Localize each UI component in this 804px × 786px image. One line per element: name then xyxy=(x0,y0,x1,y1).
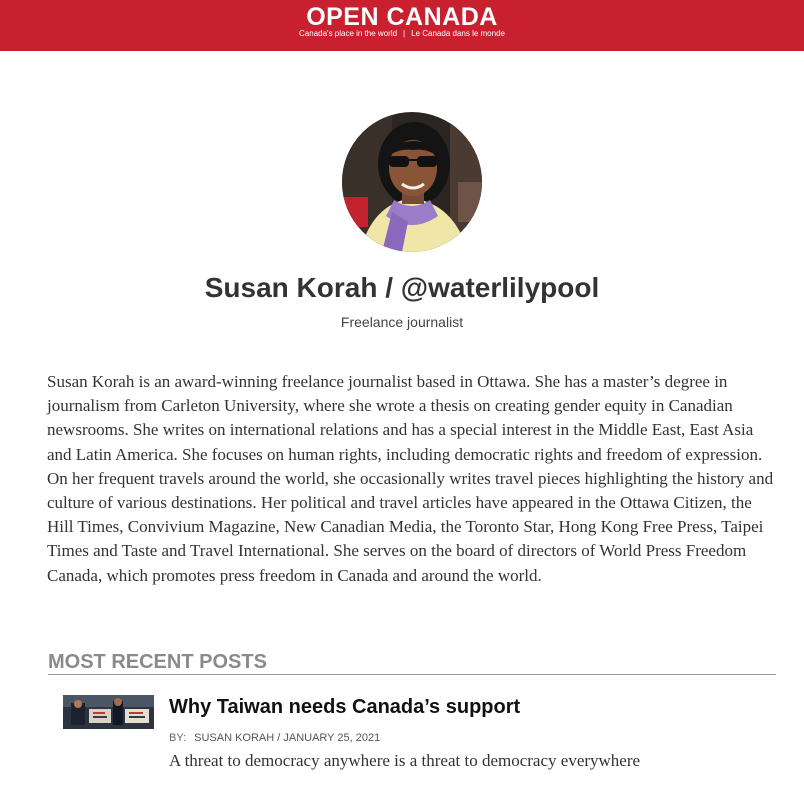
author-name: Susan Korah / @waterlilypool xyxy=(204,272,600,303)
section-title-recent-posts: MOST RECENT POSTS xyxy=(48,651,267,673)
post-by-label: BY: xyxy=(169,732,187,744)
tagline-french: Le Canada dans le monde xyxy=(411,29,505,38)
post-title-link[interactable]: Why Taiwan needs Canada’s support xyxy=(169,696,521,718)
author-role: Freelance journalist xyxy=(340,314,464,330)
author-avatar xyxy=(342,112,482,252)
post-thumbnail-image xyxy=(63,695,154,729)
section-divider xyxy=(48,674,776,675)
site-header xyxy=(0,0,804,51)
site-logo[interactable]: OPEN CANADA xyxy=(306,3,498,31)
site-tagline xyxy=(0,29,804,39)
tagline-english: Canada's place in the world xyxy=(299,29,398,38)
author-bio: Susan Korah is an award-winning freelance journalist based in Ottawa. She has a master’s degree in journalism from Carleton University, where she wrote a thesis on creating gender equity in Canadian newsrooms. She writes on international relations and has a special interest in the Middle East, East Asia and Latin America. She focuses on human rights, including democratic rights and freedom of expression. On her frequent travels around the world, she occasionally writes travel pieces highlighting the history and culture of various destinations. Her political and travel articles have appeared in the Ottawa Citizen, the Hill Times, Convivium Magazine, New Canadian Media, the Toronto Star, Hong Kong Free Press, Taipei Times and Taste and Travel International. She serves on the board of directors of World Press Freedom Canada, which promotes press freedom in Canada and around the world. xyxy=(47,372,774,585)
tagline-separator: | xyxy=(403,29,406,38)
author-photo xyxy=(342,112,482,252)
post-dek: A threat to democracy anywhere is a threat to democracy everywhere xyxy=(169,751,641,770)
post-thumbnail[interactable] xyxy=(63,695,154,729)
post-author-date[interactable]: SUSAN KORAH / JANUARY 25, 2021 xyxy=(194,732,381,744)
post-meta xyxy=(169,731,380,745)
